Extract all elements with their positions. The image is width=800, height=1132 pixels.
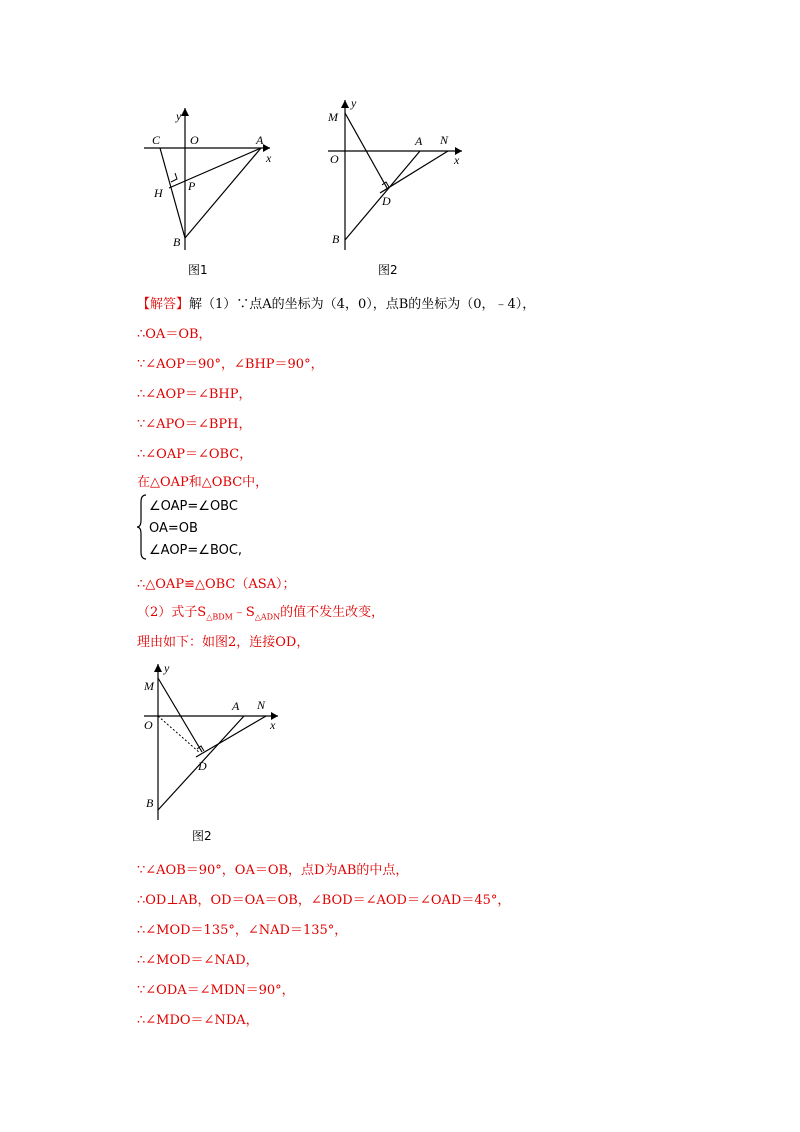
solution-line-16: ∴∠MDO＝∠NDA， [137, 1013, 259, 1028]
solution-line-9 [137, 604, 384, 627]
equation-row-3: ∠AOP=∠BOC, [149, 543, 243, 558]
expr-sub-1: △BDM [206, 612, 233, 622]
solution-line-7: 在△OAP和△OBC中， [137, 475, 269, 490]
equation-row-1: ∠OAP=∠OBC [149, 499, 238, 514]
fig3-label-b: B [146, 796, 154, 810]
solution-heading: 【解答】 [137, 297, 190, 312]
fig1-label-h: H [154, 186, 163, 200]
figure-2-diagram [320, 95, 480, 280]
solution-line-1-text: 解（1）∵点A的坐标为（4，0），点B的坐标为（0，﹣4）， [189, 297, 536, 312]
solution-line-12: ∴OD⊥AB，OD＝OA＝OB，∠BOD＝∠AOD＝∠OAD＝45°， [137, 893, 511, 908]
figure-1 [140, 100, 290, 285]
fig1-label-b: B [173, 235, 181, 249]
equation-system [137, 494, 277, 564]
fig3-label-o: O [144, 718, 153, 732]
solution-line-6: ∴∠OAP＝∠OBC， [137, 447, 253, 462]
fig1-label-p: P [188, 179, 196, 193]
solution-line-11: ∵∠AOB＝90°，OA＝OB，点D为AB的中点， [137, 863, 409, 878]
fig3-label-y: y [164, 661, 170, 675]
fig2-label-b: B [332, 232, 340, 246]
solution-line-14: ∴∠MOD＝∠NAD， [137, 953, 259, 968]
expr-part-3: 的值不发生改变， [280, 605, 385, 620]
solution-line-5: ∵∠APO＝∠BPH， [137, 417, 252, 432]
fig1-caption: 图1 [188, 263, 208, 277]
figure-2-repeat [140, 660, 300, 850]
fig3-label-n: N [257, 698, 266, 712]
fig2-label-x: x [454, 153, 460, 167]
figure-2 [320, 95, 480, 280]
fig2-label-d: D [382, 194, 391, 208]
figure-1-diagram [140, 100, 290, 285]
fig3-label-m: M [144, 679, 154, 693]
fig2-label-m: M [328, 110, 338, 124]
fig2-label-n: N [440, 133, 449, 147]
fig1-label-y: y [176, 109, 182, 123]
fig2-label-o: O [330, 152, 339, 166]
fig3-caption: 图2 [192, 829, 212, 843]
fig1-label-o: O [190, 133, 199, 147]
fig2-caption: 图2 [378, 263, 398, 277]
solution-line-3: ∵∠AOP＝90°，∠BHP＝90°， [137, 357, 324, 372]
solution-line-10: 理由如下：如图2，连接OD， [137, 635, 310, 650]
fig2-label-a: A [415, 134, 423, 148]
expr-part-2: ﹣S [232, 605, 255, 620]
fig1-label-a: A [256, 133, 264, 147]
solution-line-2: ∴OA＝OB， [137, 327, 212, 342]
expr-part-1: （2）式子S [137, 605, 207, 620]
figure-2-repeat-diagram [140, 660, 300, 850]
solution-line-15: ∵∠ODA＝∠MDN＝90°， [137, 983, 295, 998]
solution-line-4: ∴∠AOP＝∠BHP， [137, 387, 252, 402]
equation-row-2: OA=OB [149, 521, 198, 536]
fig3-label-d: D [198, 759, 207, 773]
expr-sub-2: △ADN [254, 612, 281, 622]
fig1-label-x: x [266, 151, 272, 165]
fig1-label-c: C [152, 133, 161, 147]
fig3-label-a: A [232, 699, 240, 713]
solution-line-1 [137, 296, 535, 314]
solution-line-8: ∴△OAP≌△OBC（ASA）； [137, 577, 296, 592]
left-brace-icon [137, 494, 147, 560]
fig2-label-y: y [351, 96, 357, 110]
fig3-label-x: x [270, 718, 276, 732]
solution-line-13: ∴∠MOD＝135°，∠NAD＝135°， [137, 923, 348, 938]
